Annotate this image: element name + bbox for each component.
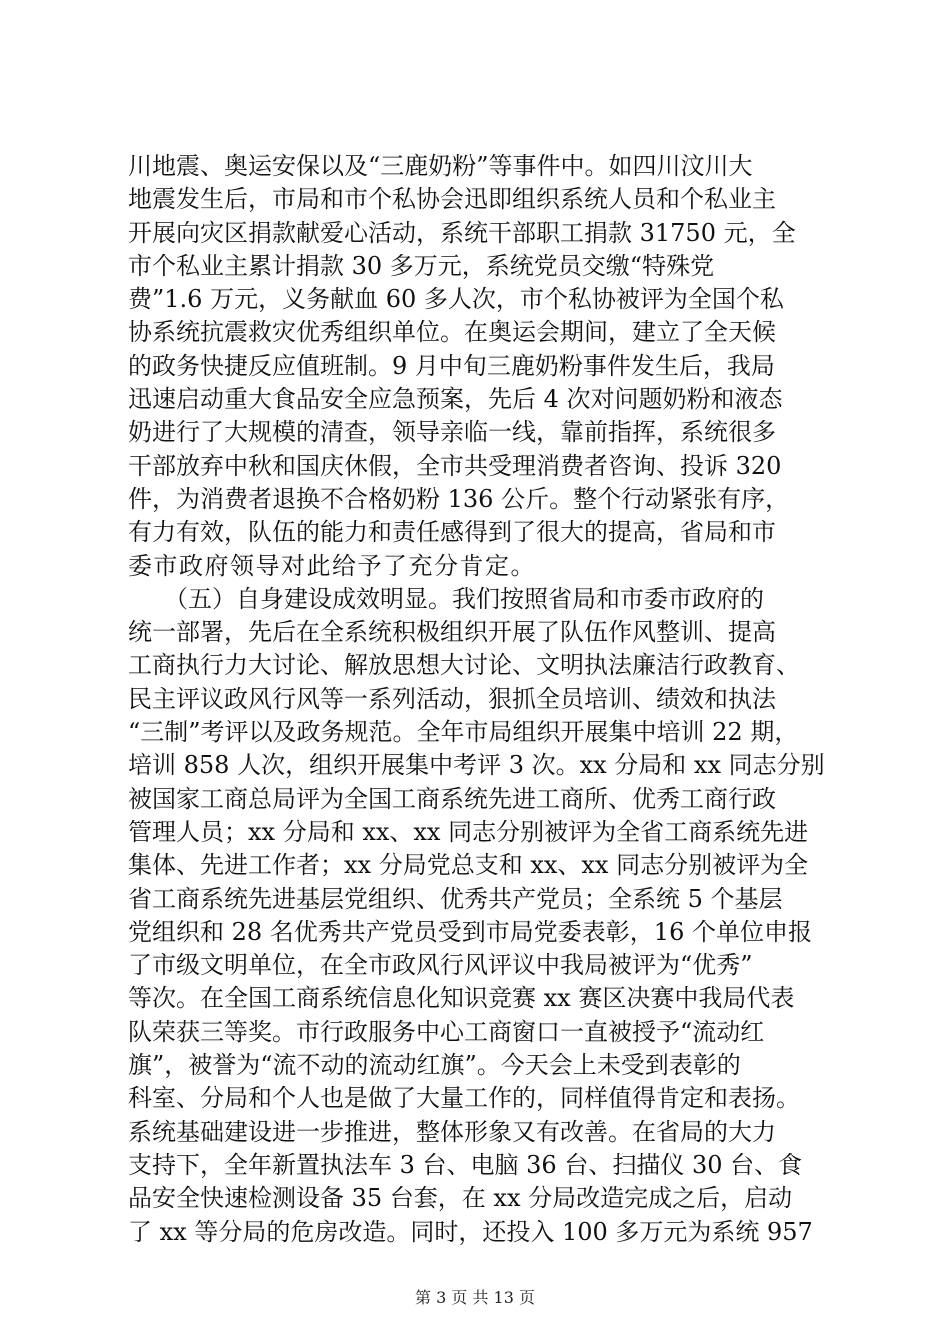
text-line: 科室、分局和个人也是做了大量工作的，同样值得肯定和表扬。 bbox=[128, 1084, 800, 1113]
text-line: 旗”，被誉为“流不动的流动红旗”。今天会上未受到表彰的 bbox=[128, 1051, 741, 1080]
text-line: 的政务快捷反应值班制。9 月中旬三鹿奶粉事件发生后，我局 bbox=[128, 351, 775, 380]
body-text bbox=[128, 150, 838, 1249]
text-line: 省工商系统先进基层党组织、优秀共产党员；全系统 5 个基层 bbox=[128, 884, 783, 913]
text-line: （五）自身建设成效明显。我们按照省局和市委市政府的 bbox=[128, 584, 764, 613]
text-line: 迅速启动重大食品安全应急预案，先后 4 次对问题奶粉和液态 bbox=[128, 385, 783, 414]
text-line: 干部放弃中秋和国庆休假，全市共受理消费者咨询、投诉 320 bbox=[128, 451, 782, 480]
text-line: 工商执行力大讨论、解放思想大讨论、文明执法廉洁行政教育、 bbox=[128, 651, 800, 680]
text-line: 协系统抗震救灾优秀组织单位。在奥运会期间，建立了全天候 bbox=[128, 318, 776, 347]
text-line: 川地震、奥运安保以及“三鹿奶粉”等事件中。如四川汶川大 bbox=[128, 152, 753, 180]
text-line: 培训 858 人次，组织开展集中考评 3 次。xx 分局和 xx 同志分别 bbox=[128, 751, 825, 780]
text-line: 费”1.6 万元，义务献血 60 多人次，市个私协被评为全国个私 bbox=[128, 285, 784, 314]
text-line: 委市政府领导对此给予了充分肯定。 bbox=[128, 551, 536, 580]
text-line: 了 xx 等分局的危房改造。同时，还投入 100 多万元为系统 957 bbox=[128, 1217, 813, 1246]
text-line: 支持下，全年新置执法车 3 台、电脑 36 台、扫描仪 30 台、食 bbox=[128, 1150, 803, 1179]
text-line: 集体、先进工作者；xx 分局党总支和 xx、xx 同志分别被评为全 bbox=[128, 851, 809, 880]
text-line: 市个私业主累计捐款 30 多万元，系统党员交缴“特殊党 bbox=[128, 251, 715, 280]
text-line: 奶进行了大规模的清查，领导亲临一线，靠前指挥，系统很多 bbox=[128, 418, 776, 447]
text-line: 件，为消费者退换不合格奶粉 136 公斤。整个行动紧张有序， bbox=[128, 484, 790, 513]
page-footer: 第 3 页 共 13 页 bbox=[415, 1288, 535, 1307]
text-line: 统一部署，先后在全系统积极组织开展了队伍作风整训、提高 bbox=[128, 618, 776, 647]
text-line: 品安全快速检测设备 35 台套，在 xx 分局改造完成之后，启动 bbox=[128, 1184, 793, 1213]
text-line: 地震发生后，市局和市个私协会迅即组织系统人员和个私业主 bbox=[128, 185, 776, 214]
text-line: 等次。在全国工商系统信息化知识竞赛 xx 赛区决赛中我局代表 bbox=[128, 984, 795, 1013]
text-line: 民主评议政风行风等一系列活动，狠抓全员培训、绩效和执法 bbox=[128, 684, 776, 713]
text-line: 被国家工商总局评为全国工商系统先进工商所、优秀工商行政 bbox=[128, 784, 776, 813]
text-line: 队荣获三等奖。市行政服务中心工商窗口一直被授予“流动红 bbox=[128, 1017, 765, 1046]
text-line: “三制”考评以及政务规范。全年市局组织开展集中培训 22 期， bbox=[128, 718, 799, 747]
text-line: 了市级文明单位，在全市政风行风评议中我局被评为“优秀” bbox=[128, 951, 753, 980]
text-line: 有力有效，队伍的能力和责任感得到了很大的提高，省局和市 bbox=[128, 518, 776, 547]
text-line: 管理人员；xx 分局和 xx、xx 同志分别被评为全省工商系统先进 bbox=[128, 817, 809, 846]
text-line: 党组织和 28 名优秀共产党员受到市局党委表彰，16 个单位申报 bbox=[128, 917, 812, 946]
text-line: 开展向灾区捐款献爱心活动，系统干部职工捐款 31750 元，全 bbox=[128, 218, 796, 247]
text-line: 系统基础建设进一步推进，整体形象又有改善。在省局的大力 bbox=[128, 1117, 776, 1146]
